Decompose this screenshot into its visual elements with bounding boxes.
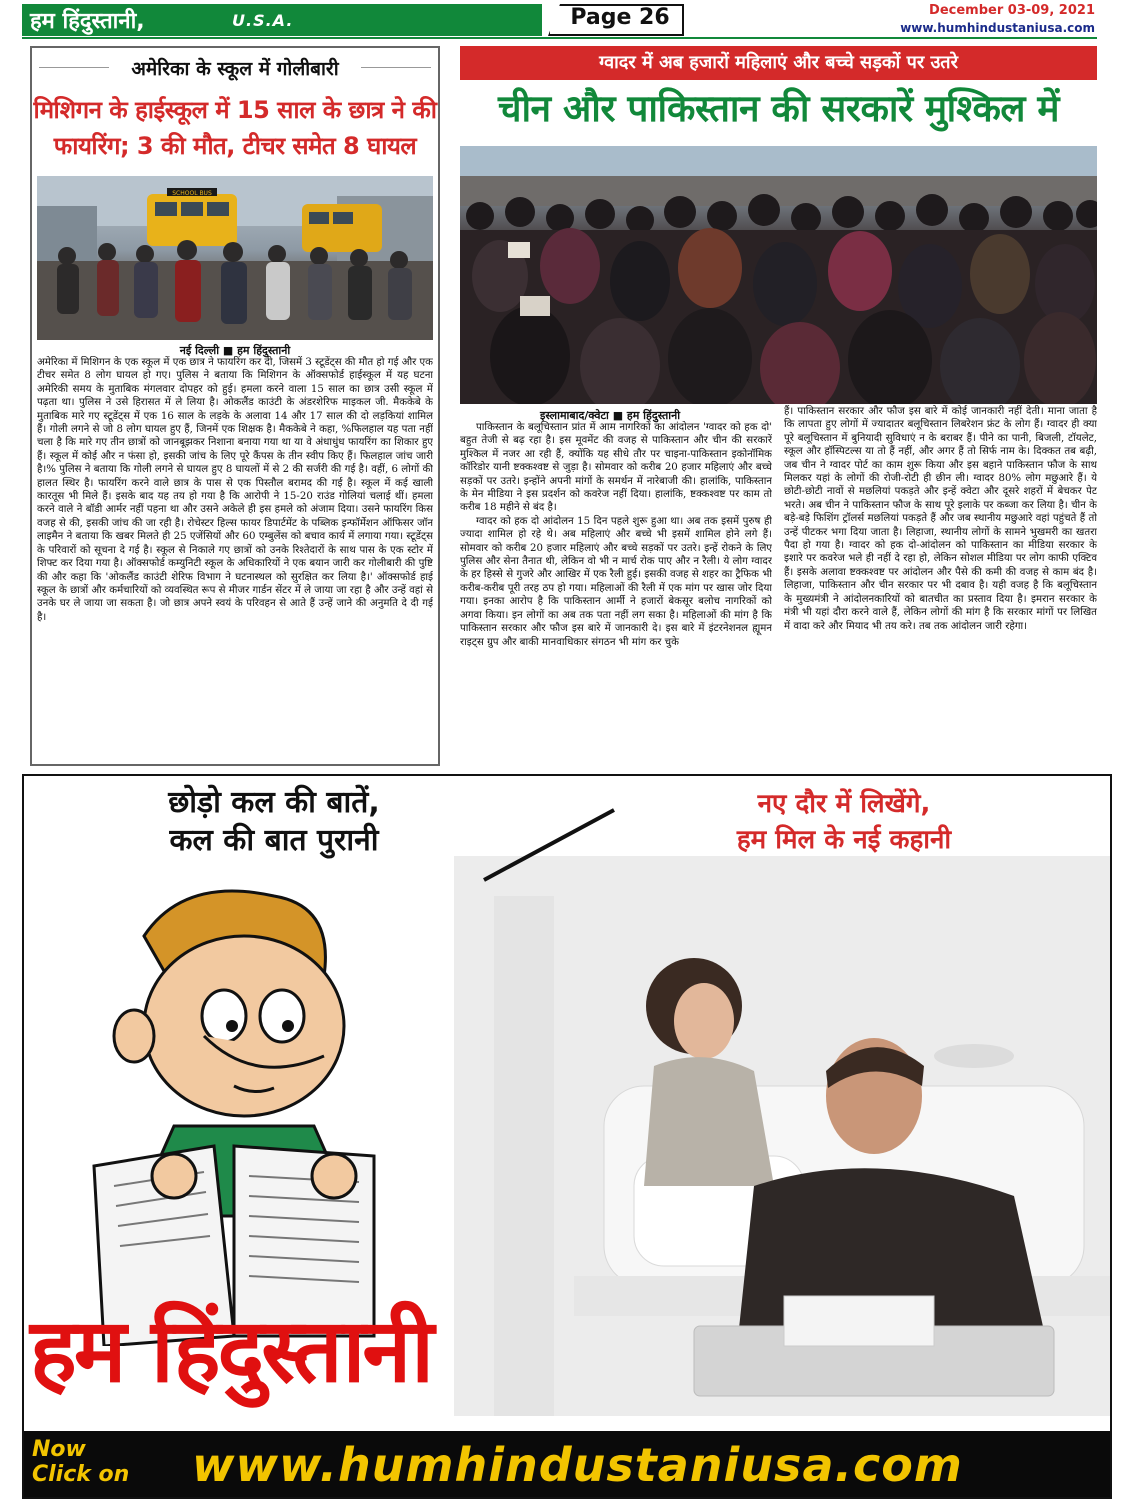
masthead-title: हम हिंदुस्तानी,	[30, 9, 145, 34]
ad-website-link[interactable]: www.humhindustaniusa.com	[192, 1438, 963, 1492]
protest-crowd-illustration	[460, 146, 1097, 404]
page-number: Page 26	[570, 5, 670, 30]
right-article-headline: चीन और पाकिस्तान की सरकारें मुश्किल में	[497, 87, 1059, 130]
right-article-column-1	[460, 421, 772, 769]
ad-brand-name: हम हिंदुस्तानी	[30, 1299, 432, 1402]
left-article-body: अमेरिका में मिशिगन के एक स्कूल में एक छात्र ने फायरिंग कर दी, जिसमें 3 स्टूडेंट्स की मौत हो गई और एक टीचर समेत 8 लोग घायल हो गए। पुलिस ने बताया कि मिशिगन के ऑक्सफोर्ड हाईस्कूल में यह घटना अमेरिकी समय के मुताबिक मंगलवार दोपहर को हुई। हमला करने वाला 15 साल का छात्र उसी स्कूल में पढ़ता था। पुलिस ने उसे हिरासत में ले लिया है। ओकलैंड काउंटी के अंडरशेरिफ माइकल जी. मैककेबे के मुताबिक मारे गए स्टूडेंट्स में एक 16 साल के लड़के के अलावा 14 और 17 साल की दो लड़कियां शामिल हैं। गोली लगने से जो 8 लोग घायल हुए हैं, जिनमें एक शिक्षक है। मैककेबे ने कहा, %फिलहाल यह पता नहीं चला है कि मारे गए तीन छात्रों को जानबूझकर निशाना बनाया गया था या वे अंधाधुंध फायरिंग का शिकार हुए हैं। स्कूल में कोई और न फंसा हो, इसकी जांच के लिए पूरे कैंपस के तीन स्वीप किए हैं। फिलहाल जांच जारी है।% पुलिस ने बताया कि गोली लगने से घायल हुए 8 घायलों में से 2 की सर्जरी की गई है। वहीं, 6 लोगों की हालत स्थिर है। फायरिंग करने वाले छात्र के पास से एक पिस्तौल बरामद की गई है। स्कूल में कई खाली कारतूस भी मिले हैं। इसके बाद यह तय हो गया है कि आरोपी ने 15-20 राउंड गोलियां चलाई थीं। हमला करने वाले ने बॉडी आर्मर नहीं पहना था और उसने अकेले ही इस हमले को अंजाम दिया। उसने फायरिंग किस वजह से की, इसकी जांच की जा रही है। रोचेस्टर हिल्स फायर डिपार्टमेंट के पब्लिक इन्फॉर्मेशन ऑफिसर जॉन लाइमैन ने बताया कि खबर मिलते ही 25 एजेंसियों और 60 एम्बुलेंस को बचाव कार्य में लगाया गया। स्टूडेंट्स के परिवारों को सूचना दे गई है। स्कूल से निकाले गए छात्रों को उनके रिश्तेदारों के साथ पास के एक स्टोर में शिफ्ट कर दिया गया है। ऑक्सफोर्ड कम्युनिटी स्कूल के अधिकारियों ने एक बयान जारी कर गोलीबारी की पुष्टि की और कहा कि 'ओकलैंड काउंटी शेरिफ विभाग ने घटनास्थल को सुरक्षित कर लिया है।' ऑक्सफोर्ड हाई स्कूल के छात्रों और कर्मचारियों को व्यवस्थित रूप से मीजर गार्डन सेंटर में ले जाया जा रहा है और उन्हें वहां से उनके घर ले जाया जा सकता है। जो छात्र अपने स्वयं के परिवहन से आते हैं उन्हें जाने की अनुमति दे दी गई है।	[37, 357, 433, 623]
ad-slogan-left-line1: छोड़ो कल की बातें,	[168, 785, 380, 820]
ad-slogan-left	[64, 784, 484, 860]
advertisement[interactable]	[22, 774, 1112, 1499]
ad-slogan-right-line1: नए दौर में लिखेंगे,	[757, 789, 931, 819]
header-website-link[interactable]: www.humhindustaniusa.com	[900, 21, 1095, 35]
masthead-region: U.S.A.	[232, 11, 294, 30]
left-article-dateline: नई दिल्ली ■ हम हिंदुस्तानी	[179, 344, 291, 357]
masthead	[0, 0, 1135, 42]
ad-cta-label	[32, 1437, 129, 1487]
masthead-rule	[22, 37, 1097, 39]
ad-slogan-right	[614, 786, 1074, 858]
left-article-headline: मिशिगन के हाईस्कूल में 15 साल के छात्र ने की फायरिंग; 3 की मौत, टीचर समेत 8 घायल	[33, 96, 437, 160]
right-article-dateline: इस्लामाबाद/क्वेटा ■ हम हिंदुस्तानी	[539, 409, 681, 422]
school-shooting-photo	[37, 176, 433, 340]
school-shooting-illustration	[37, 176, 433, 340]
ad-slogan-left-line2: कल की बात पुरानी	[169, 823, 379, 858]
left-article-kicker: अमेरिका के स्कूल में गोलीबारी	[35, 55, 435, 87]
right-article-paragraph: ग्वादर को हक दो आंदोलन 15 दिन पहले शुरू हुआ था। अब तक इसमें पुरुष ही ज्यादा शामिल हो रहे थे। अब महिलाएं और बच्चे भी इसमें शामिल होने लगे हैं। सोमवार को करीब 20 हजार महिलाएं और बच्चे सड़कों पर उतरे। इन्हें रोकने के लिए पुलिस और सेना तैनात थी, लेकिन वो भी न मार्च रोक पाए और न रैली। ये लोग ग्वादर के हर हिस्से से गुजरे और आखिर में एक रैली हुई। इसकी वजह से शहर का ट्रैफिक भी करीब-करीब पूरी तरह ठप हो गया। महिलाओं की रैली में एक मांग पर खास जोर दिया गया। इनका आरोप है कि पाकिस्तान आर्मी ने हजारों बेकसूर बलोच नागरिकों को अगवा किया। इन लोगों का अब तक पता नहीं लग सका है। महिलाओं की मांग है कि पाकिस्तान सरकार और फौज इस बारे में जानकारी दे। इस बारे में इंटरनेशनल ह्यूमन राइट्स ग्रुप और बाकी मानवाधिकार संगठन भी मांग कर चुके	[460, 515, 772, 648]
right-article-kicker: ग्वादर में अब हजारों महिलाएं और बच्चे सड़कों पर उतरे	[460, 46, 1097, 80]
right-article-column-2: हैं। पाकिस्तान सरकार और फौज इस बारे में कोई जानकारी नहीं देती। माना जाता है कि लापता हुए लोगों में ज्यादातर बलूचिस्तान लिबरेशन फ्रंट के लोग हैं। ग्वादर ही क्या पूरे बलूचिस्तान में बुनियादी सुविधाएं न के बराबर हैं। पीने का पानी, बिजली, टॉयलेट, स्कूल और हॉस्पिटल्स या तो हैं नहीं, और अगर हैं तो सिर्फ नाम के। दिक्कत तब बढ़ी, जब चीन ने ग्वादर पोर्ट का काम शुरू किया और इस बहाने पाकिस्तान फौज के साथ मिलकर यहां के लोगों की रोजी-रोटी ही छीन ली। ग्वादर 80% लोग मछुआरे हैं। ये छोटी-छोटी नावों से मछलियां पकड़ते और इन्हें क्वेटा और दूसरे शहरों में बेचकर पेट भरते। अब चीन ने पाकिस्तान फौज के साथ पूरे इलाके पर कब्जा कर लिया है। चीन के बड़े-बड़े फिशिंग ट्रॉलर्स मछलियां पकड़ते हैं और जब स्थानीय मछुआरे वहां पहुंचते हैं तो उन्हें पीटकर भगा दिया जाता है। लिहाजा, स्थानीय लोगों के सामने भुखमरी का खतरा पैदा हो गया है। ग्वादर को हक दो-आंदोलन को पाकिस्तान का मीडिया सरकार के इशारे पर कवरेज भले ही नहीं दे रहा हो, लेकिन सोशल मीडिया पर लोग काफी एक्टिव हैं। इसके अलावा ष्टक्कश्वष्ट पर आंदोलन और पैसे की कमी की वजह से काम बंद है। लिहाजा, पाकिस्तान और चीन सरकार पर भी दबाव है। यही वजह है कि बलूचिस्तान के मुख्यमंत्री ने आंदोलनकारियों को बातचीत का प्रस्ताव दिया है। इमरान सरकार के मंत्री भी यहां दौरा करने वाले हैं, लेकिन लोगों की मांग है कि सरकार मांगों पर लिखित में वादा करे और मियाद भी तय करे। तब तक आंदोलन जारी रहेगा।	[784, 406, 1097, 632]
cartoon-reader-icon	[74, 876, 414, 1346]
issue-date: December 03-09, 2021	[929, 3, 1095, 18]
right-article-paragraph: पाकिस्तान के बलूचिस्तान प्रांत में आम नागरिकों का आंदोलन 'ग्वादर को हक दो' बहुत तेजी से बढ़ रहा है। इस मूवमेंट की वजह से पाकिस्तान और चीन की सरकारें मुश्किल में नजर आ रही हैं, क्योंकि यह सीधे तौर पर चाइना-पाकिस्तान इकोनॉमिक कॉरिडोर यानी ष्टक्कश्वष्ट से जुड़ा है। सोमवार को करीब 20 हजार महिलाएं और बच्चे सड़कों पर उतरे। इन्होंने अपनी मांगों के समर्थन में नारेबाजी की। हालांकि, पाकिस्तान के मेन मीडिया ने इस प्रदर्शन को कवरेज नहीं दिया। हालांकि, ष्टक्कश्वष्ट पर काम तो करीब 18 महीने से बंद है।	[460, 422, 772, 514]
ad-cta-click-on: Click on	[32, 1462, 130, 1487]
gwadar-protest-photo	[460, 146, 1097, 404]
bus-sign: SCHOOL BUS	[172, 190, 212, 197]
ad-cta-now: Now	[32, 1437, 86, 1462]
ad-slogan-right-line2: हम मिल के नई कहानी	[736, 825, 952, 855]
speech-pointer-line	[464, 806, 624, 886]
